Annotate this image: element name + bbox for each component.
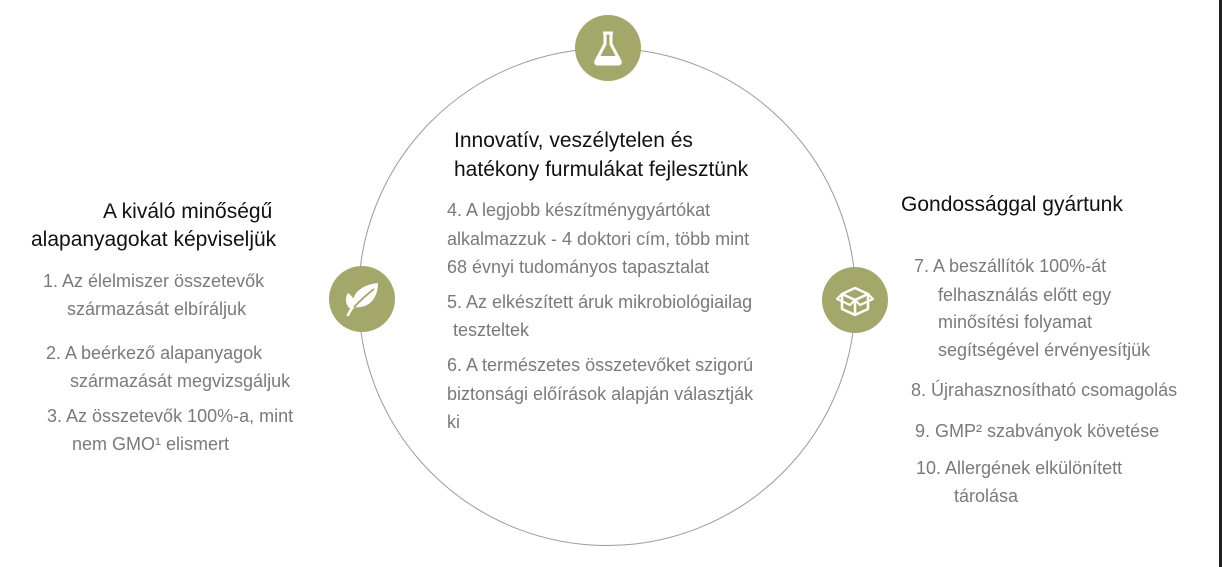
left-heading-line2: alapanyagokat képviseljük xyxy=(31,228,277,251)
list-item: alkalmazzuk - 4 doktori cím, több mint xyxy=(447,229,750,249)
list-item: segítségével érvényesítjük xyxy=(938,340,1151,360)
right-heading: Gondossággal gyártunk xyxy=(901,193,1123,216)
list-item: 9. GMP² szabványok követése xyxy=(915,421,1160,441)
left-heading-line1: A kiváló minőségű xyxy=(103,200,273,223)
center-heading-line2: hatékony furmulákat fejlesztünk xyxy=(454,158,749,181)
list-item: származását megvizsgáljuk xyxy=(70,371,291,391)
list-item: 3. Az összetevők 100%-a, mint xyxy=(47,406,294,426)
list-item: 8. Újrahasznosítható csomagolás xyxy=(911,380,1178,400)
list-item: felhasználás előtt egy xyxy=(938,285,1112,305)
list-item: ki xyxy=(447,412,460,432)
flask-icon xyxy=(575,15,641,81)
list-item: származását elbíráljuk xyxy=(67,299,247,319)
list-item: 6. A természetes összetevőket szigorú xyxy=(447,355,754,375)
list-item: teszteltek xyxy=(453,320,530,340)
list-item: 4. A legjobb készítménygyártókat xyxy=(447,200,711,220)
list-item: 2. A beérkező alapanyagok xyxy=(46,343,263,363)
list-item: 1. Az élelmiszer összetevők xyxy=(43,271,265,291)
leaf-icon xyxy=(329,266,395,332)
list-item: 10. Allergének elkülönített xyxy=(916,458,1123,478)
list-item: 5. Az elkészített áruk mikrobiológiailag xyxy=(447,292,753,312)
list-item: biztonsági előírások alapján választják xyxy=(447,384,754,404)
box-icon xyxy=(822,267,888,333)
list-item: minősítési folyamat xyxy=(938,312,1093,332)
list-item: tárolása xyxy=(954,486,1019,506)
list-item: nem GMO¹ elismert xyxy=(72,434,230,454)
list-item: 7. A beszállítók 100%-át xyxy=(914,256,1107,276)
list-item: 68 évnyi tudományos tapasztalat xyxy=(447,257,710,277)
center-heading-line1: Innovatív, veszélytelen és xyxy=(454,129,693,152)
